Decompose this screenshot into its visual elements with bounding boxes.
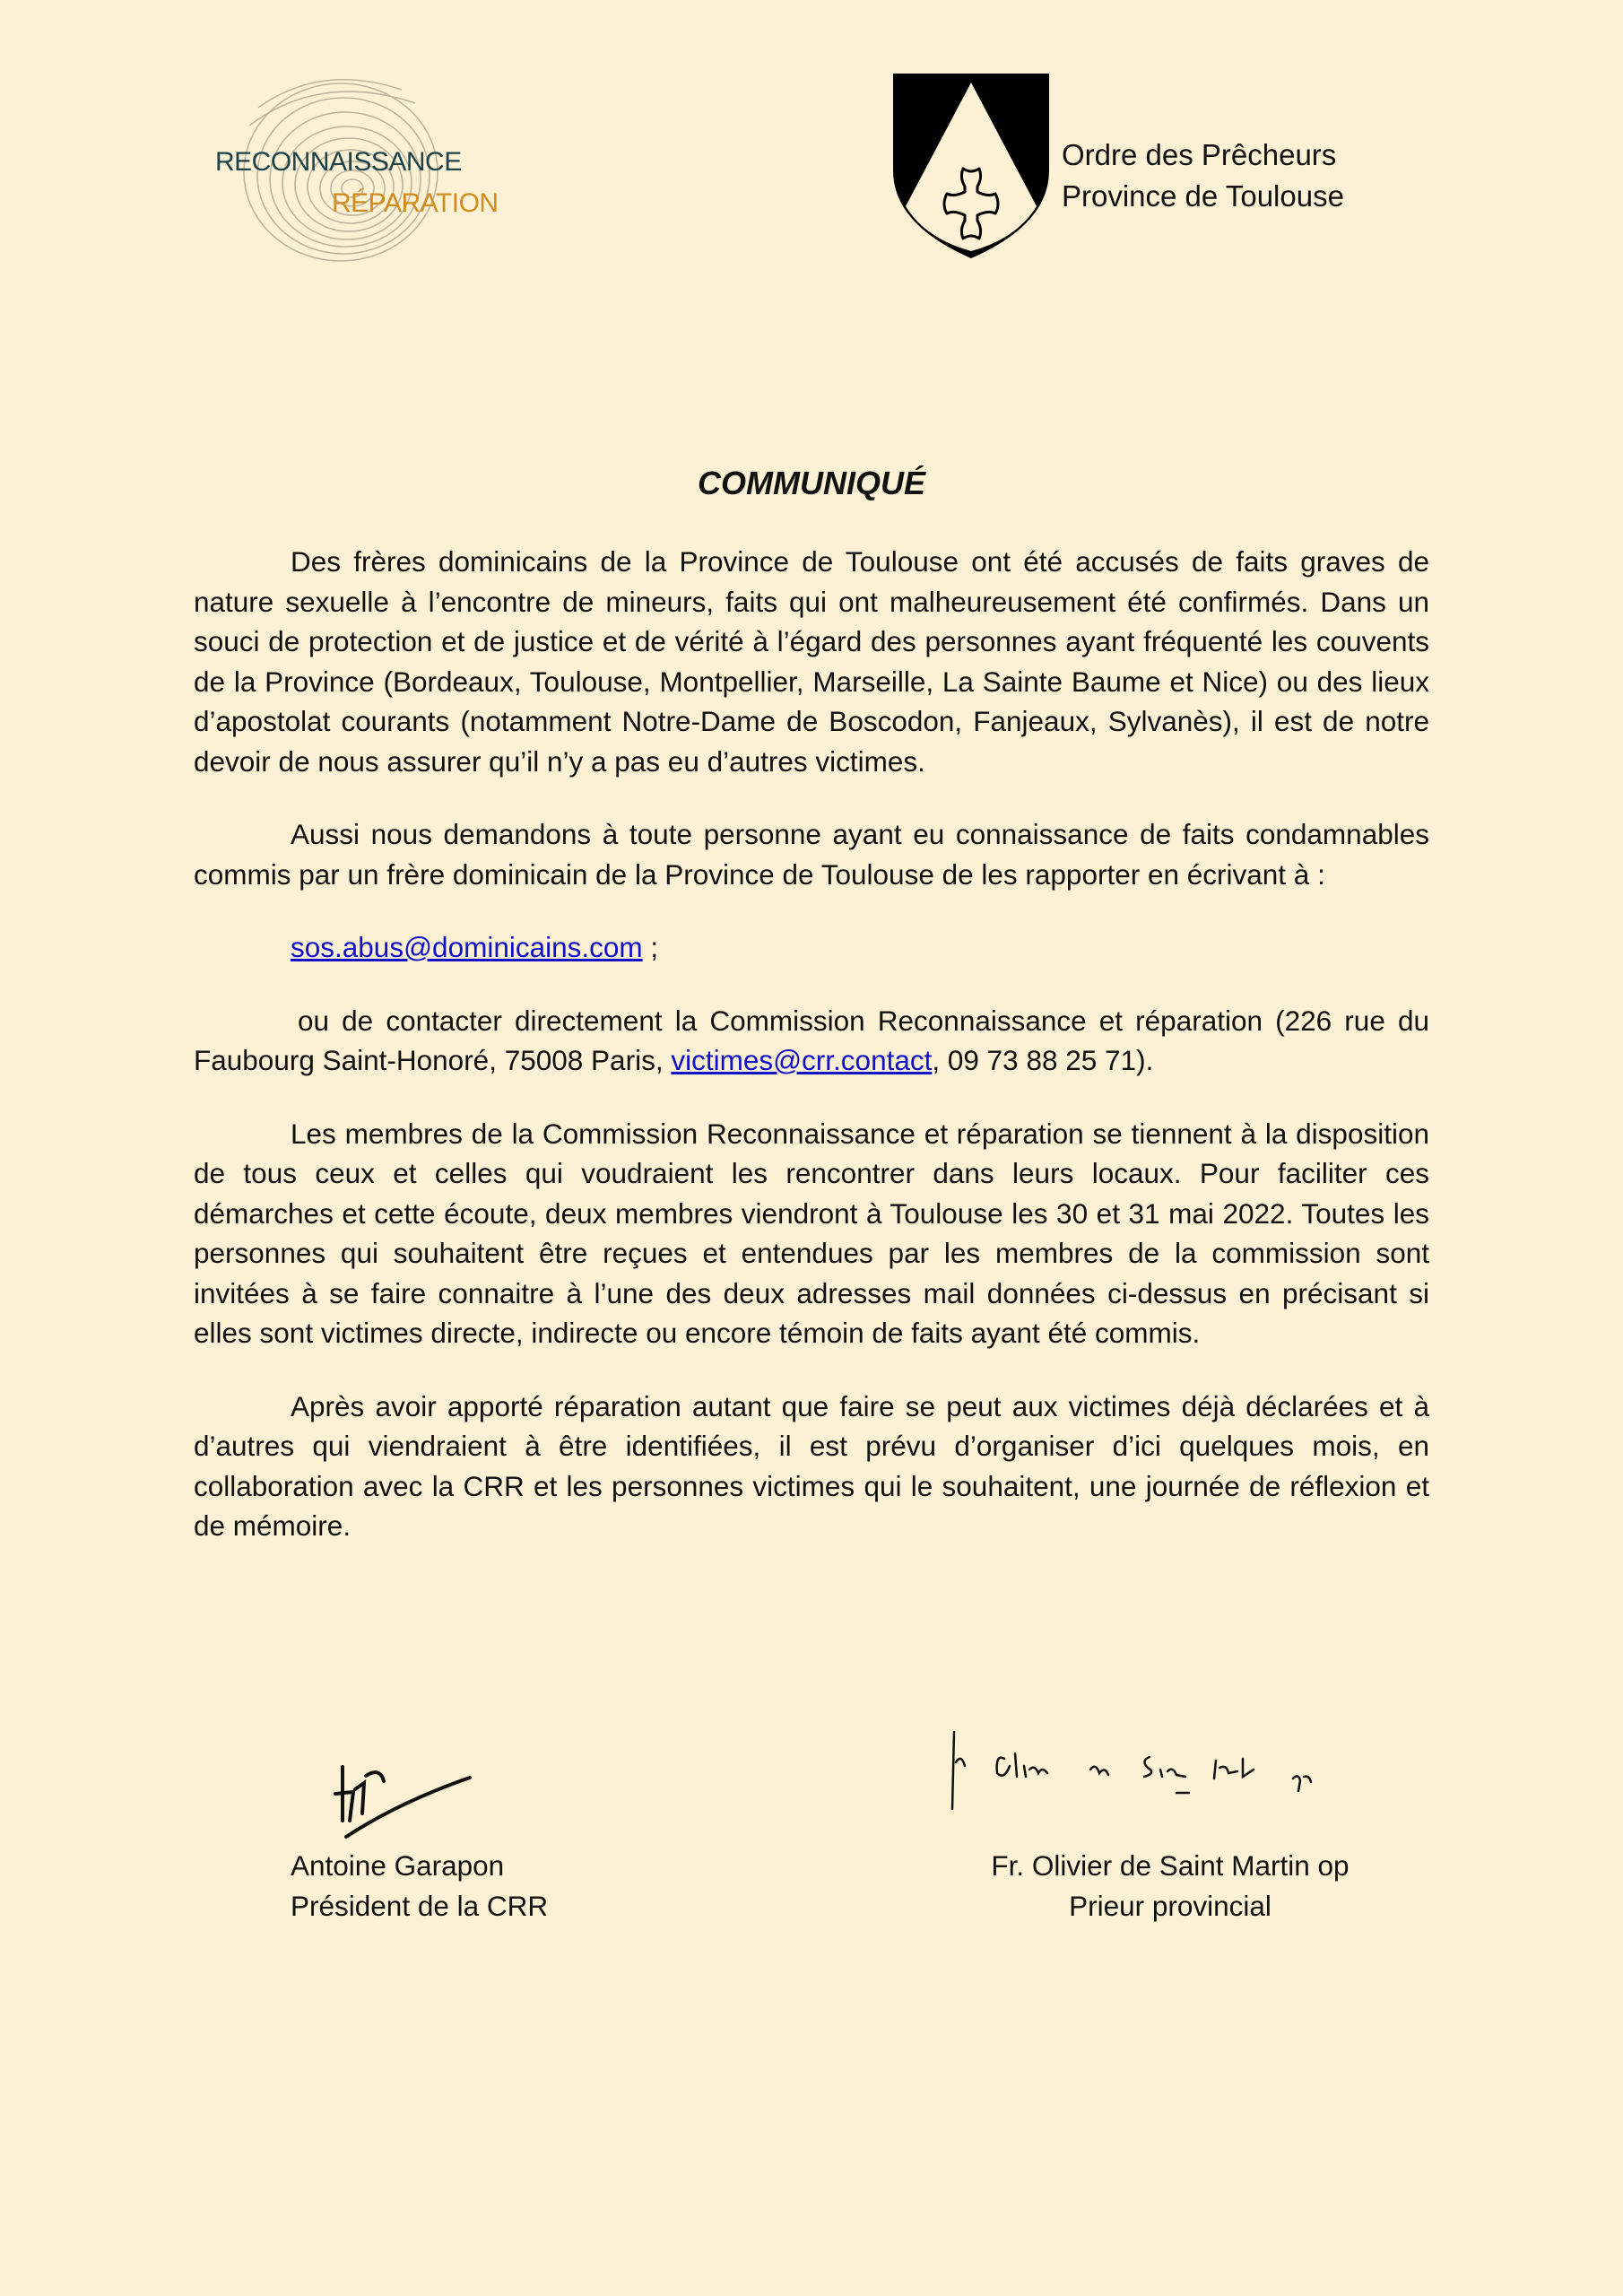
sos-abus-email-link[interactable]: sos.abus@dominicains.com — [291, 931, 643, 963]
crr-logo-line1: RECONNAISSANCE — [215, 147, 462, 177]
dominican-logo-text — [1062, 135, 1344, 217]
dominican-shield-icon — [891, 72, 1051, 262]
province-name: Province de Toulouse — [1062, 179, 1344, 213]
signatory-left-name: Antoine Garapon — [291, 1849, 505, 1882]
document-title: COMMUNIQUÉ — [698, 465, 925, 501]
signatory-right — [959, 1846, 1381, 1926]
signature-garapon-icon — [291, 1731, 506, 1843]
crr-logo — [204, 54, 500, 287]
signatory-left — [291, 1846, 548, 1926]
paragraph-contact — [194, 1001, 1429, 1081]
document-body — [194, 542, 1429, 1579]
signatory-right-role: Prieur provincial — [1069, 1890, 1271, 1922]
paragraph-1: Des frères dominicains de la Province de Toulouse ont été accusés de faits graves de nature sexuelle à l’encontre de mineurs, faits qui ont malheureusement été confirmés. Dans un souci de protection et de justice et de vérité à l’égard des personnes ayant fréquenté les couvents de la Province (Bordeaux, Toulouse, Montpellier, Marseille, La Sainte Baume et Nice) ou des lieux d’apostolat courants (notamment Notre-Dame de Boscodon, Fanjeaux, Sylvanès), il est de notre devoir de nous assurer qu’il n’y a pas eu d’autres victimes. — [194, 545, 1429, 778]
order-name: Ordre des Prêcheurs — [1062, 138, 1337, 171]
signatory-left-role: Président de la CRR — [291, 1890, 549, 1922]
contact-phone: , 09 73 88 25 71). — [932, 1044, 1154, 1076]
paragraph-2: Aussi nous demandons à toute personne ayant eu connaissance de faits condamnables commis par un frère dominicain de la Province de Toulouse de les rapporter en écrivant à : — [194, 818, 1429, 891]
email-suffix: ; — [642, 931, 659, 963]
dominican-logo — [891, 72, 1344, 266]
signature-saint-martin-icon — [942, 1726, 1408, 1839]
victimes-email-link[interactable]: victimes@crr.contact — [671, 1044, 933, 1076]
paragraph-3: Les membres de la Commission Reconnaissance et réparation se tiennent à la disposition de tous ceux et celles qui voudraient les rencontrer dans leurs locaux. Pour faciliter ces démarches et cette écoute, deux membres viendront à Toulouse les 30 et 31 mai 2022. Toutes les personnes qui souhaitent être reçues et entendues par les membres de la commission sont invitées à se faire connaitre à l’une des deux adresses mail données ci-dessus en précisant si elles sont victimes directe, indirecte ou encore témoin de faits ayant été commis. — [194, 1117, 1429, 1349]
signatory-right-name: Fr. Olivier de Saint Martin op — [991, 1849, 1350, 1882]
paragraph-4: Après avoir apporté réparation autant que faire se peut aux victimes déjà déclarées et à d’autres qui viendraient à être identifiées, il est prévu d’organiser d’ici quelques mois, en collaboration avec la CRR et les personnes victimes qui le souhaitent, une journée de réflexion et de mémoire. — [194, 1389, 1429, 1542]
paragraph-email — [194, 927, 1429, 968]
crr-logo-line2: RÉPARATION — [332, 188, 499, 218]
contact-text: ou de contacter directement la Commission Reconnaissance et réparation (226 rue du Faubourg Saint-Honoré, 75008 Paris, — [194, 1004, 1429, 1076]
